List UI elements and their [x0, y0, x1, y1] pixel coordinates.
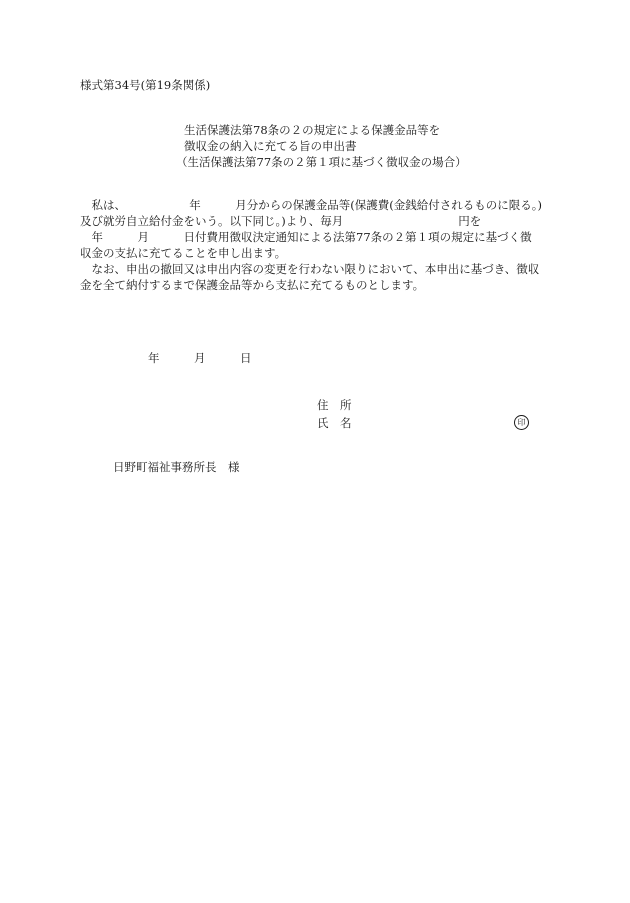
body-text-line-5: なお、申出の撤回又は申出内容の変更を行わない限りにおいて、本申出に基づき、徴収: [80, 262, 540, 276]
name-label: 氏 名: [317, 416, 352, 430]
seal-icon: 印: [514, 415, 529, 430]
application-date: 年 月 日: [148, 351, 252, 365]
body-text-line-4: 収金の支払に充てることを申し出ます。: [80, 246, 287, 260]
document-title-line-2: 徴収金の納入に充てる旨の申出書: [184, 139, 357, 153]
body-text-line-6: 金を全て納付するまで保護金品等から支払に充てるものとします。: [80, 278, 425, 292]
address-label: 住 所: [317, 398, 352, 412]
body-text-line-2: 及び就労自立給付金をいう。以下同じ。)より、毎月 円を: [80, 214, 482, 228]
body-text-line-3: 年 月 日付費用徴収決定通知による法第77条の２第１項の規定に基づく徴: [80, 230, 532, 244]
form-number: 様式第34号(第19条関係): [80, 78, 211, 92]
body-text-line-1: 私は、 年 月分からの保護金品等(保護費(金銭給付されるものに限る。): [80, 198, 542, 212]
document-title-line-3: （生活保護法第77条の２第１項に基づく徴収金の場合）: [176, 155, 467, 169]
recipient: 日野町福祉事務所長 様: [113, 460, 240, 474]
document-title-line-1: 生活保護法第78条の２の規定による保護金品等を: [184, 123, 441, 137]
